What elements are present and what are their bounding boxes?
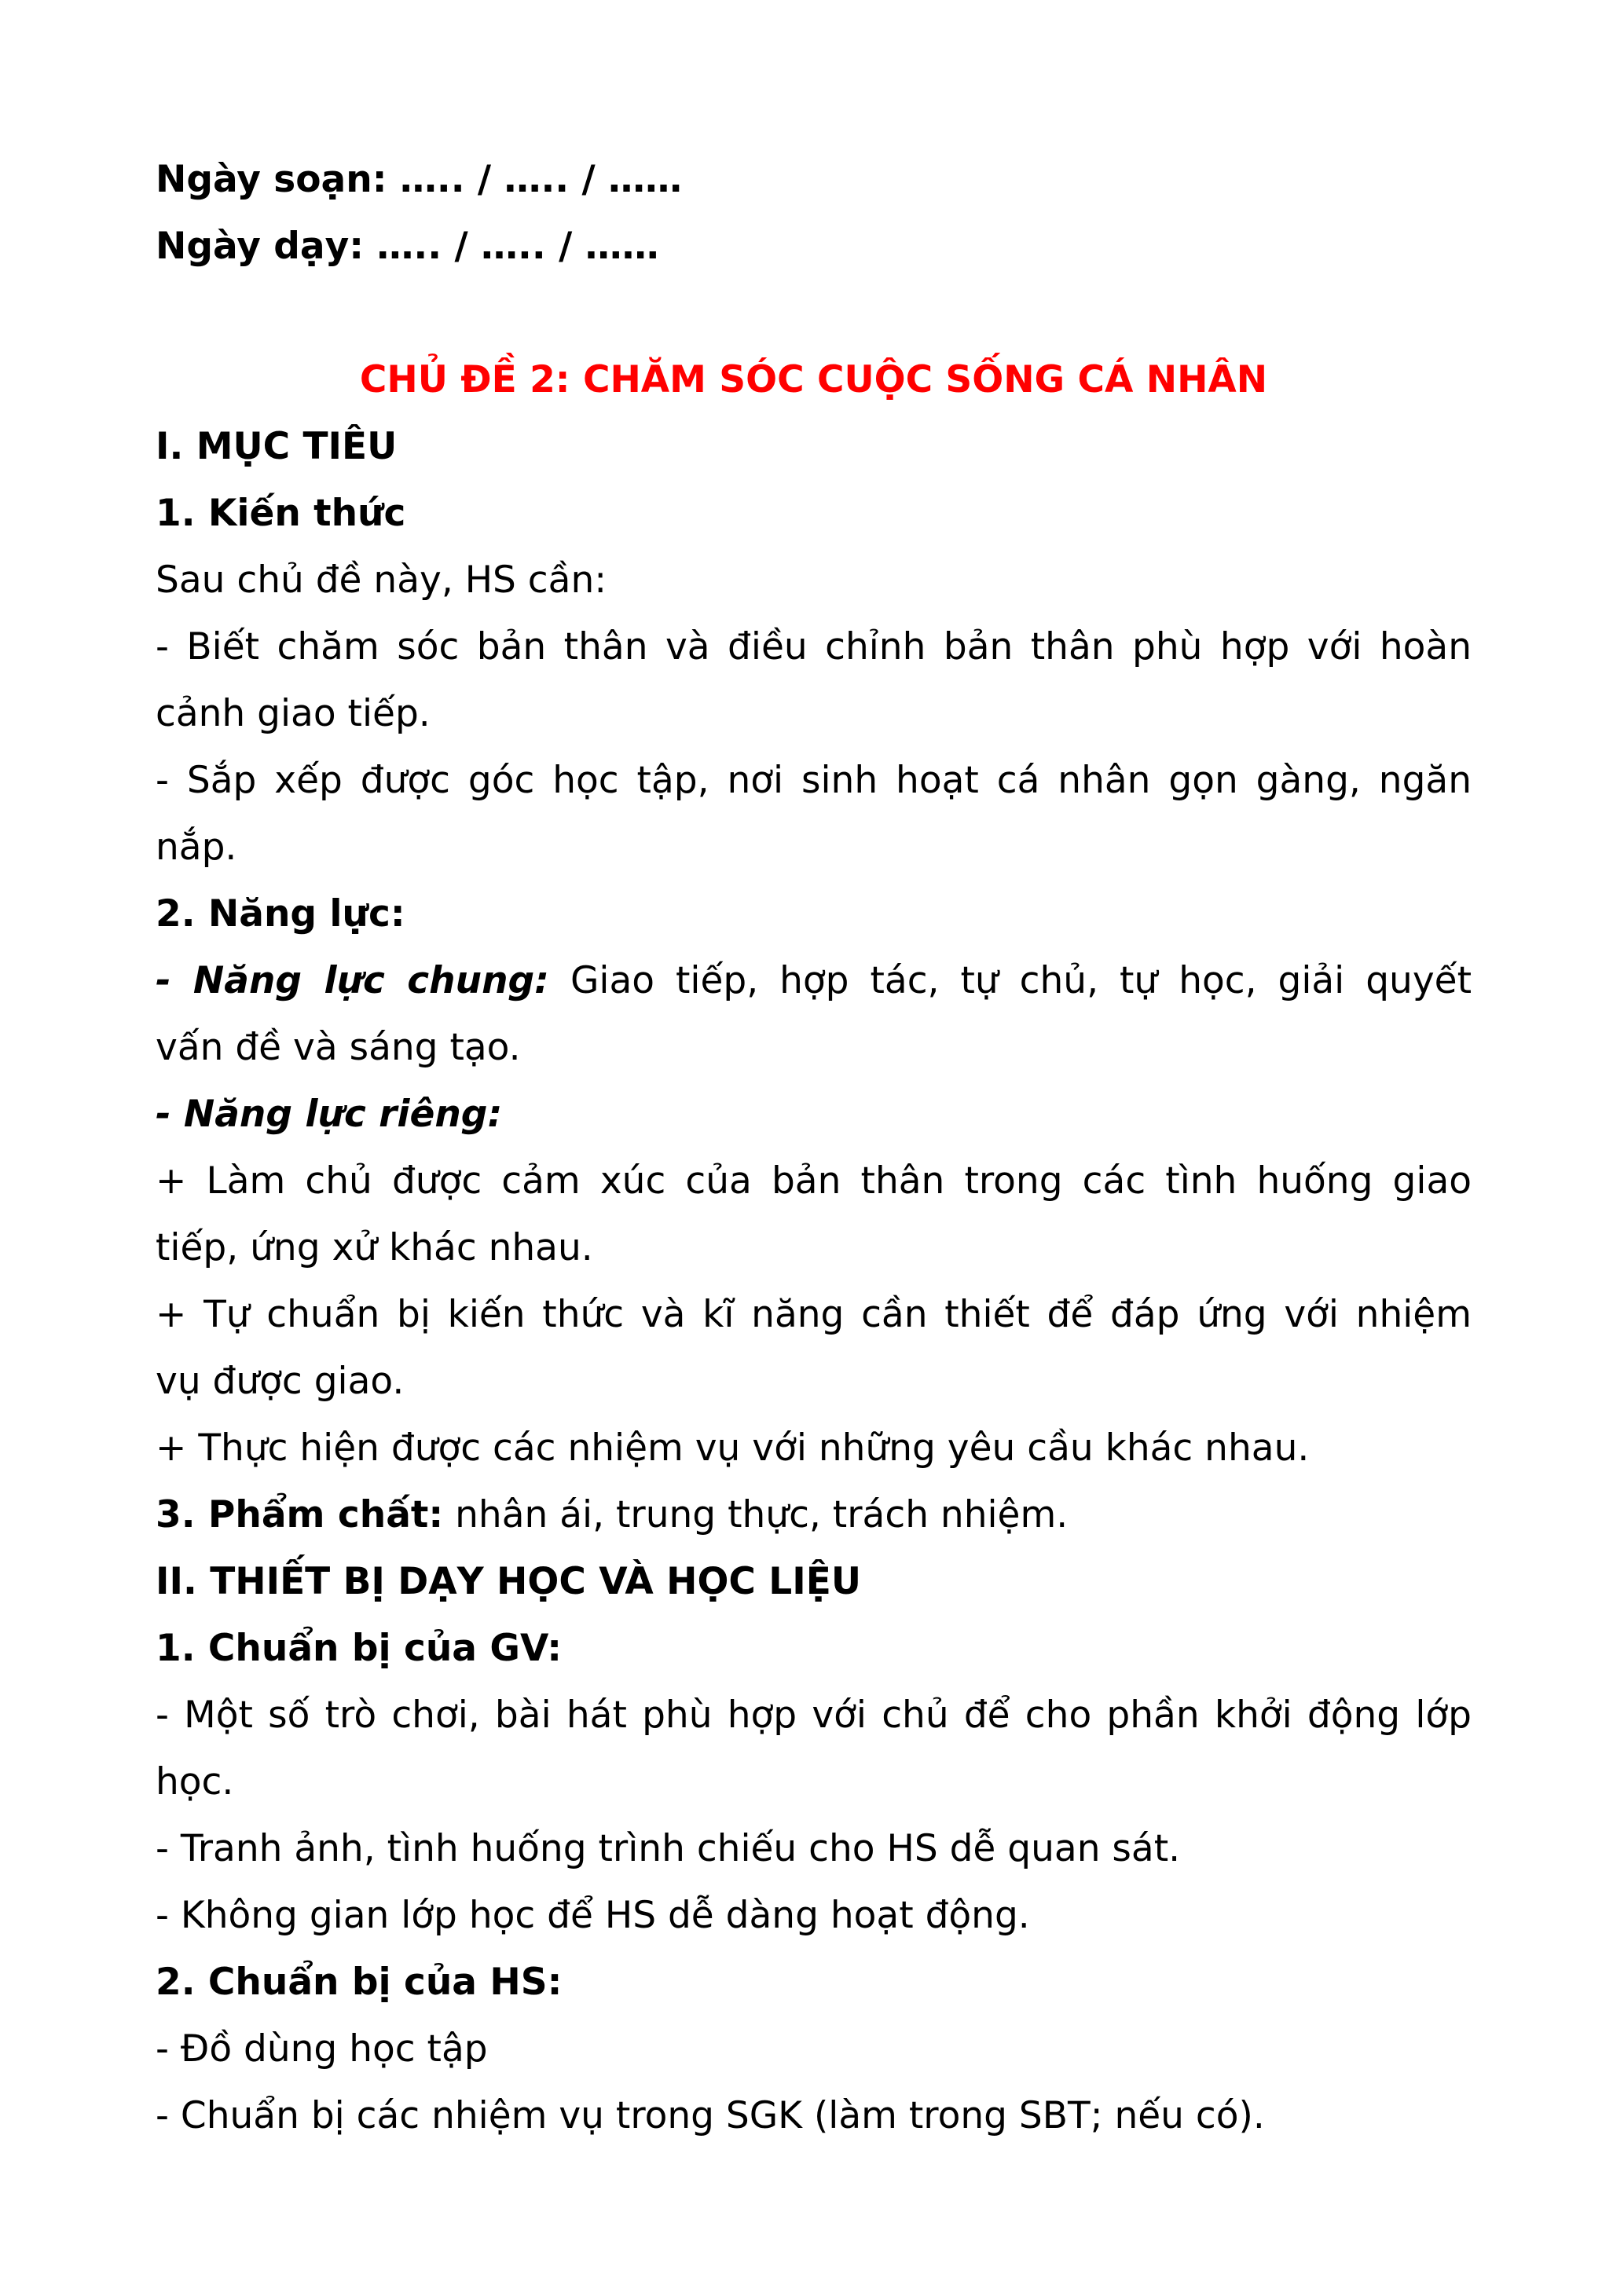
specific-competence-1-line-1: + Làm chủ được cảm xúc của bản thân trong các tình huống giao [156, 1159, 1472, 1203]
teach-date: Ngày dạy: ….. / ….. / …… [156, 225, 659, 268]
student-prep-item-2: - Chuẩn bị các nhiệm vụ trong SGK (làm trong SBT; nếu có). [156, 2094, 1265, 2137]
teacher-prep-item-2: - Tranh ảnh, tình huống trình chiếu cho HS dễ quan sát. [156, 1827, 1181, 1870]
general-competence-label: - Năng lực chung: [156, 959, 549, 1002]
knowledge-item-1-line-2: cảnh giao tiếp. [156, 692, 431, 735]
section-objectives-heading: I. MỤC TIÊU [156, 425, 398, 468]
qualities-label: 3. Phẩm chất: [156, 1493, 444, 1536]
student-prep-heading: 2. Chuẩn bị của HS: [156, 1961, 563, 2004]
qualities-text: nhân ái, trung thực, trách nhiệm. [443, 1493, 1069, 1536]
specific-competence-2-line-2: vụ được giao. [156, 1360, 405, 1403]
teacher-prep-item-1-line-2: học. [156, 1760, 234, 1803]
teacher-prep-item-3: - Không gian lớp học để HS dễ dàng hoạt động. [156, 1894, 1030, 1937]
topic-title: CHỦ ĐỀ 2: CHĂM SÓC CUỘC SỐNG CÁ NHÂN [359, 358, 1268, 401]
prep-date: Ngày soạn: ….. / ….. / …… [156, 158, 683, 201]
teacher-prep-heading: 1. Chuẩn bị của GV: [156, 1627, 563, 1670]
knowledge-item-1-line-1: - Biết chăm sóc bản thân và điều chỉnh bản thân phù hợp với hoàn [156, 625, 1472, 668]
knowledge-intro: Sau chủ đề này, HS cần: [156, 558, 607, 602]
knowledge-item-2-line-1: - Sắp xếp được góc học tập, nơi sinh hoạt cá nhân gọn gàng, ngăn [156, 759, 1472, 802]
specific-competence-label: - Năng lực riêng: [156, 1093, 503, 1136]
section-equipment-heading: II. THIẾT BỊ DẠY HỌC VÀ HỌC LIỆU [156, 1560, 861, 1603]
specific-competence-1-line-2: tiếp, ứng xử khác nhau. [156, 1226, 593, 1269]
general-competence-line-1 [156, 947, 1472, 1014]
specific-competence-3: + Thực hiện được các nhiệm vụ với những yêu cầu khác nhau. [156, 1426, 1310, 1470]
qualities-line [156, 1481, 1472, 1548]
competence-heading: 2. Năng lực: [156, 892, 405, 936]
teacher-prep-item-1-line-1: - Một số trò chơi, bài hát phù hợp với chủ để cho phần khởi động lớp [156, 1694, 1472, 1737]
student-prep-item-1: - Đồ dùng học tập [156, 2027, 488, 2071]
general-competence-line-2: vấn đề và sáng tạo. [156, 1026, 521, 1069]
general-competence-text: Giao tiếp, hợp tác, tự chủ, tự học, giải quyết [548, 959, 1472, 1002]
spacer [156, 280, 1472, 346]
knowledge-heading: 1. Kiến thức [156, 492, 406, 535]
document-page [156, 146, 1472, 2149]
knowledge-item-2-line-2: nắp. [156, 826, 237, 869]
specific-competence-2-line-1: + Tự chuẩn bị kiến thức và kĩ năng cần thiết để đáp ứng với nhiệm [156, 1293, 1472, 1336]
